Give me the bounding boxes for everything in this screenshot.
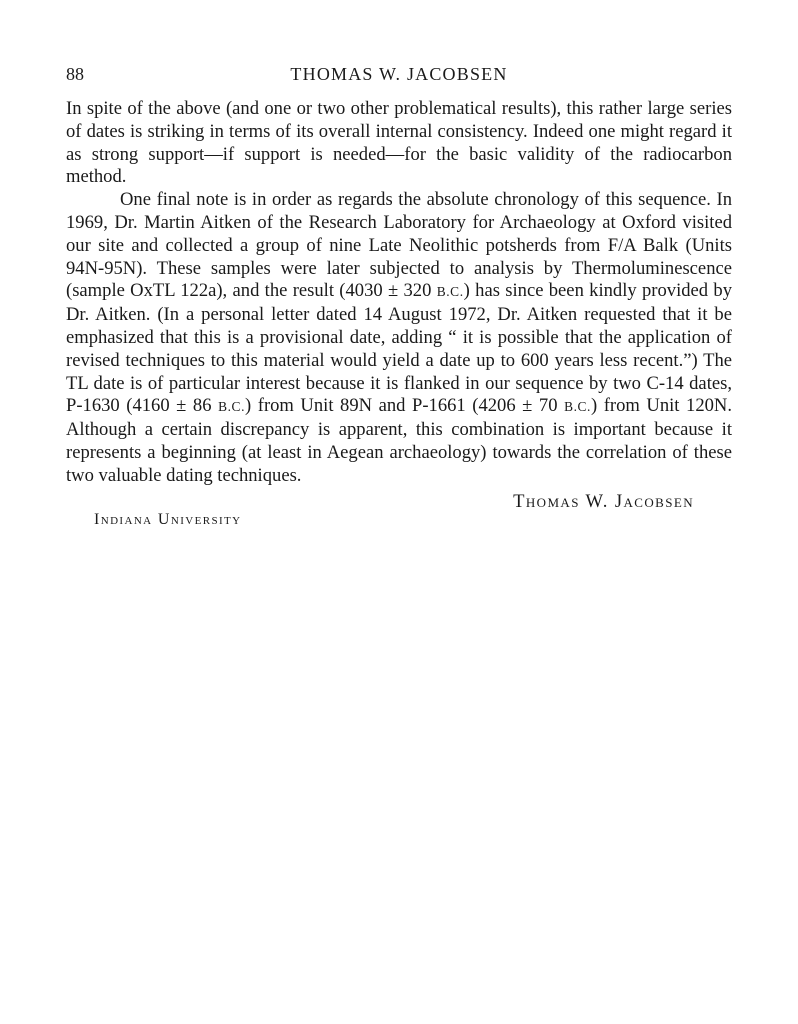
paragraph-2-text-b: ) has since been kindly provided by Dr. Aitken. (In a personal letter dated 14 August 1972, Dr. Aitken requested that it be emphasized that this is a provisional date, adding “ it is possible that the application of revised techniques to this material would yield a date up to 600 years less recent.”) The TL date is of particular interest because it is flanked in our sequence by two C-14 dates, P-1630 (4160 ± 86: [66, 280, 732, 417]
page-number: 88: [66, 64, 84, 84]
article-body: [66, 98, 732, 488]
paragraph-1: In spite of the above (and one or two other problematical results), this rather large series of dates is striking in terms of its overall internal consistency. Indeed one might regard it as strong support—if support is needed—for the basic validity of the radiocarbon method.: [66, 98, 732, 188]
bc-abbreviation: B.C.: [218, 399, 246, 415]
author-signature: Thomas W. Jacobsen: [513, 491, 694, 512]
paragraph-2: [66, 189, 732, 487]
paragraph-2-text-c: ) from Unit 89N and P-1661 (4206 ± 70: [245, 395, 565, 417]
paragraph-2-text-d: ) from Unit 120N. Although a certain discrepancy is apparent, this combination is important because it represents a beginning (at least in Aegean archaeology) towards the correlation of these two valuable dating techniques.: [66, 395, 732, 486]
bc-abbreviation: B.C.: [436, 284, 464, 300]
bc-abbreviation: B.C.: [564, 399, 591, 415]
paragraph-2-text-a: One final note is in order as regards the absolute chronology of this sequence. In 1969, Dr. Martin Aitken of the Research Laboratory for Archaeology at Oxford visited our site and collected a group of nine Late Neolithic potsherds from F/A Balk (Units 94N-95N). These samples were later subjected to analysis by Thermoluminescence (sample OxTL 122a), and the result (4030 ± 320: [66, 189, 732, 302]
running-title: THOMAS W. JACOBSEN: [290, 64, 508, 84]
author-affiliation: Indiana University: [94, 511, 242, 528]
